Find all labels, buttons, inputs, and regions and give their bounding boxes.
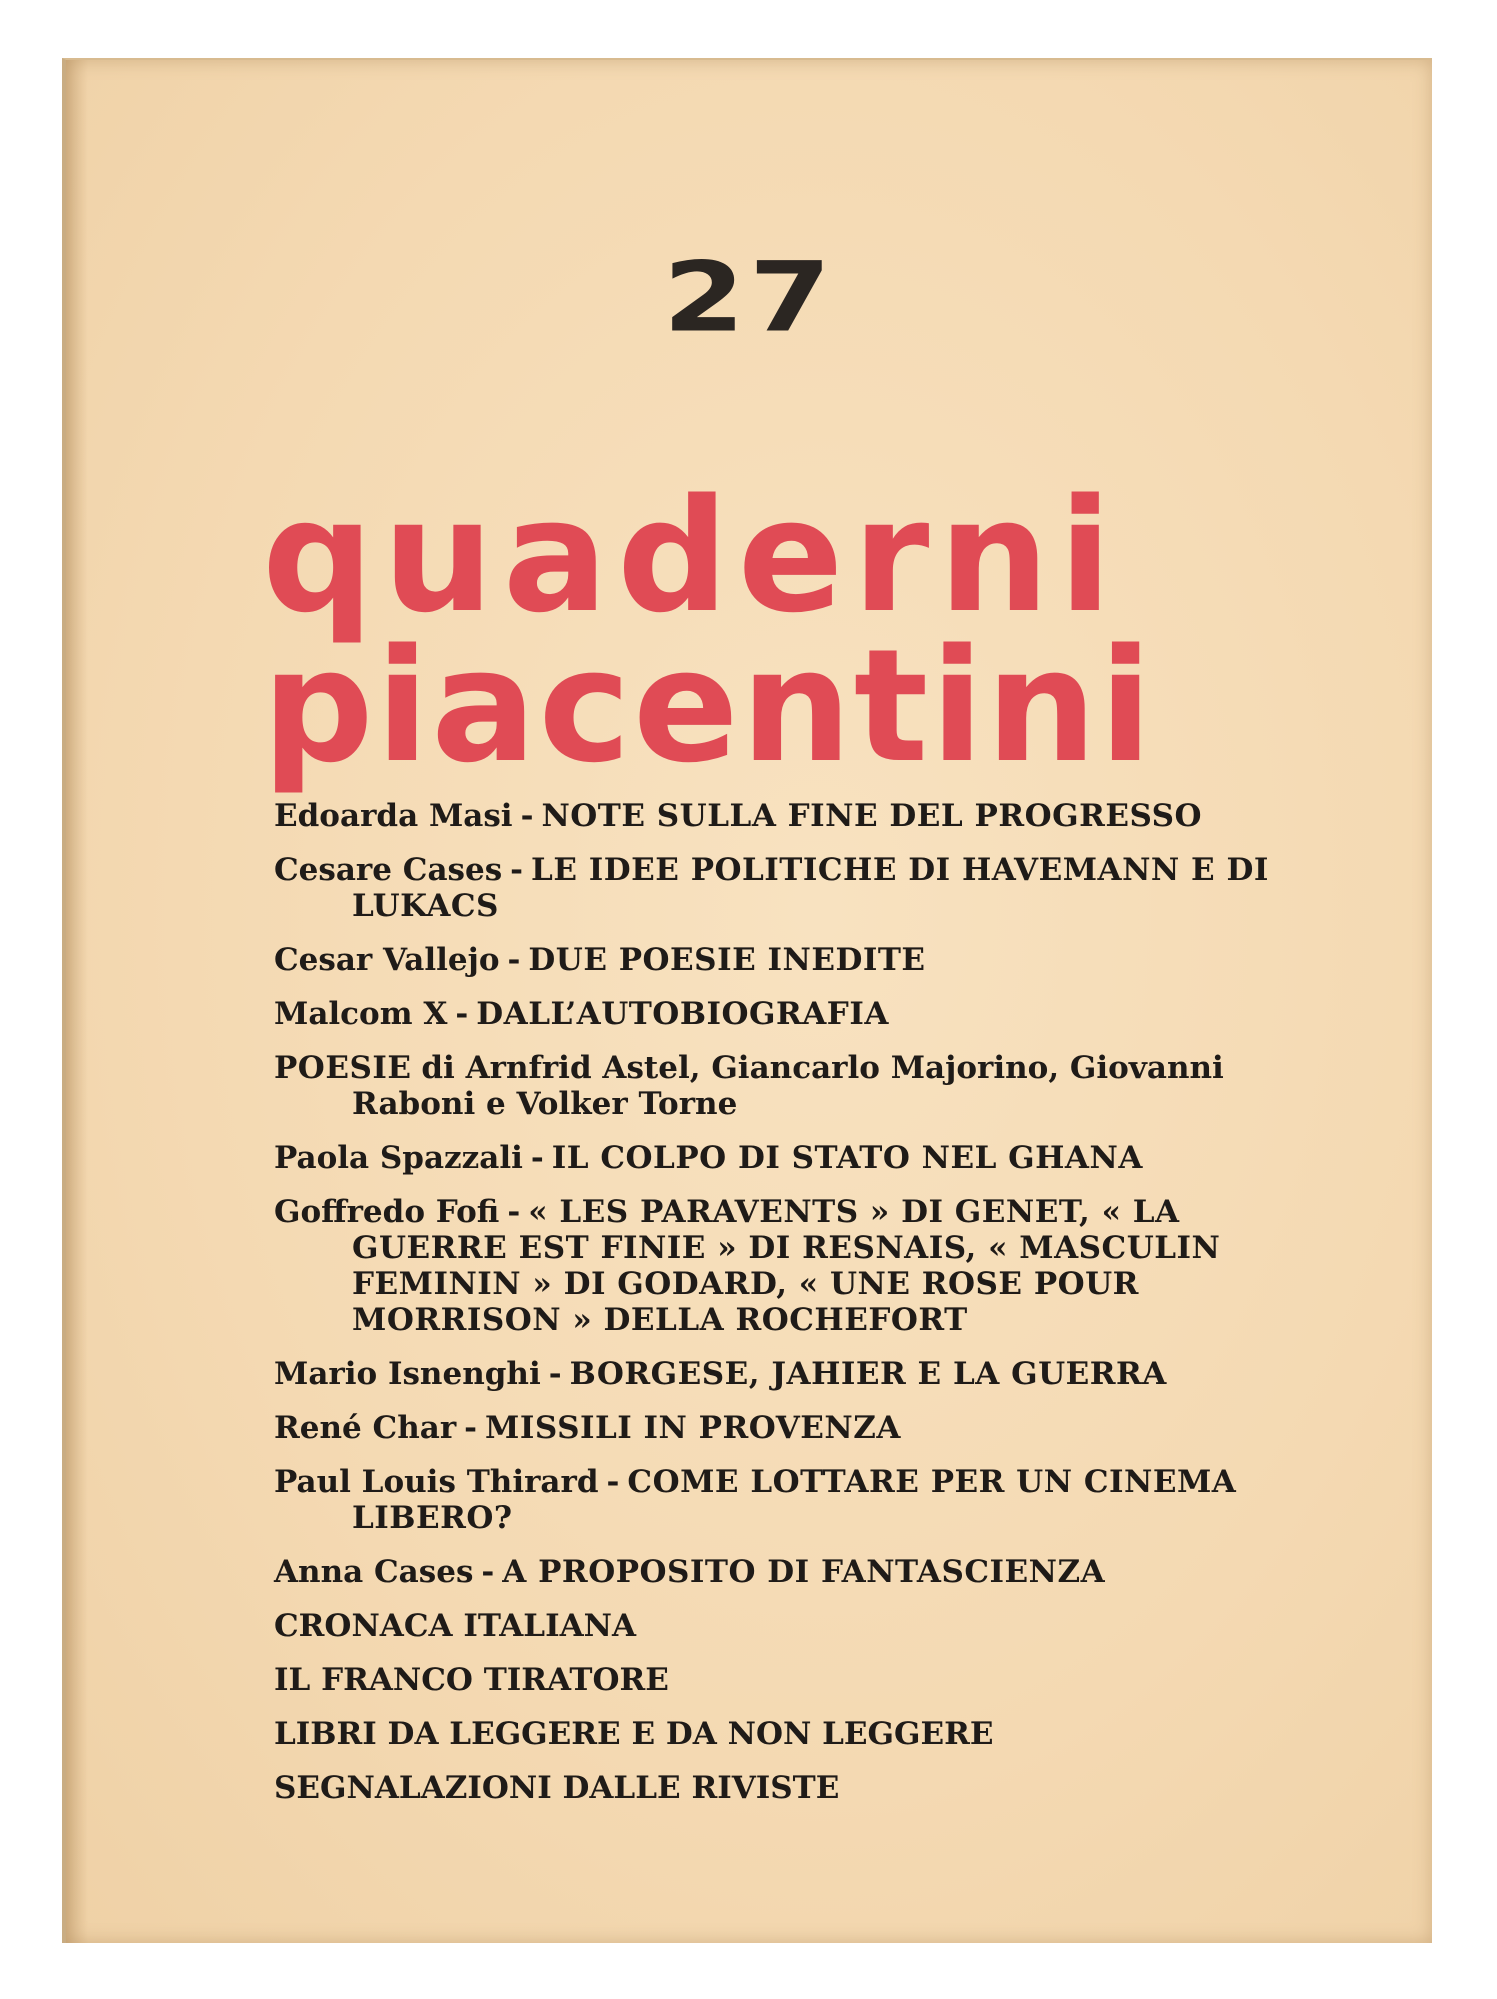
section-title: CRONACA ITALIANA — [274, 1608, 637, 1644]
separator: - — [530, 1140, 544, 1176]
separator: - — [455, 996, 469, 1032]
contents-item — [274, 1464, 1304, 1536]
issue-number: 27 — [662, 240, 836, 354]
contents-section — [274, 1716, 1304, 1752]
author-name: Edoarda Masi — [274, 798, 513, 834]
article-title: NOTE SULLA FINE DEL PROGRESSO — [541, 798, 1203, 834]
separator: - — [510, 852, 524, 888]
author-name: Malcom X — [274, 996, 448, 1032]
article-title: LE IDEE POLITICHE DI HAVEMANN E DI LUKACS — [352, 852, 1269, 924]
magazine-cover — [62, 58, 1432, 1943]
section-title: LIBRI DA LEGGERE E DA NON LEGGERE — [274, 1716, 994, 1752]
author-name: Paul Louis Thirard — [274, 1464, 599, 1500]
poets-list: di Arnfrid Astel, Giancarlo Majorino, Giovanni Raboni e Volker Torne — [352, 1050, 1224, 1122]
section-title: IL FRANCO TIRATORE — [274, 1662, 669, 1698]
separator: - — [606, 1464, 620, 1500]
author-name: Cesare Cases — [274, 852, 503, 888]
table-of-contents — [274, 798, 1304, 1824]
separator: - — [481, 1554, 495, 1590]
author-name: Paola Spazzali — [274, 1140, 523, 1176]
article-title: MISSILI IN PROVENZA — [485, 1410, 901, 1446]
author-name: Goffredo Fofi — [274, 1194, 500, 1230]
article-title: A PROPOSITO DI FANTASCIENZA — [502, 1554, 1106, 1590]
author-name: Cesar Vallejo — [274, 942, 500, 978]
contents-section — [274, 1608, 1304, 1644]
contents-item — [274, 942, 1304, 978]
contents-item — [274, 1554, 1304, 1590]
contents-item — [274, 996, 1304, 1032]
article-title: BORGESE, JAHIER E LA GUERRA — [569, 1356, 1167, 1392]
contents-item — [274, 1356, 1304, 1392]
separator: - — [548, 1356, 562, 1392]
separator: - — [507, 942, 521, 978]
author-name: Anna Cases — [274, 1554, 474, 1590]
contents-item — [274, 852, 1304, 924]
article-title: DALL’AUTOBIOGRAFIA — [476, 996, 889, 1032]
masthead-line-1: quaderni — [262, 465, 1121, 647]
separator: - — [520, 798, 534, 834]
contents-item — [274, 1140, 1304, 1176]
contents-section — [274, 1770, 1304, 1806]
author-name: Mario Isnenghi — [274, 1356, 541, 1392]
poetry-heading: POESIE — [274, 1050, 412, 1086]
contents-item — [274, 1050, 1304, 1122]
article-title: « LES PARAVENTS » DI GENET, « LA GUERRE EST FINIE » DI RESNAIS, « MASCULIN FEMININ » DI GODARD, « UNE ROSE POUR MORRISON » DELLA ROCHEFORT — [352, 1194, 1221, 1338]
contents-item — [274, 1194, 1304, 1338]
separator: - — [464, 1410, 478, 1446]
article-title: DUE POESIE INEDITE — [528, 942, 926, 978]
contents-section — [274, 1662, 1304, 1698]
contents-item — [274, 1410, 1304, 1446]
masthead-line-2: piacentini — [262, 615, 1155, 797]
article-title: COME LOTTARE PER UN CINEMA LIBERO? — [352, 1464, 1237, 1536]
separator: - — [507, 1194, 521, 1230]
author-name: René Char — [274, 1410, 457, 1446]
article-title: IL COLPO DI STATO NEL GHANA — [551, 1140, 1143, 1176]
section-title: SEGNALAZIONI DALLE RIVISTE — [274, 1770, 840, 1806]
contents-item — [274, 798, 1304, 834]
